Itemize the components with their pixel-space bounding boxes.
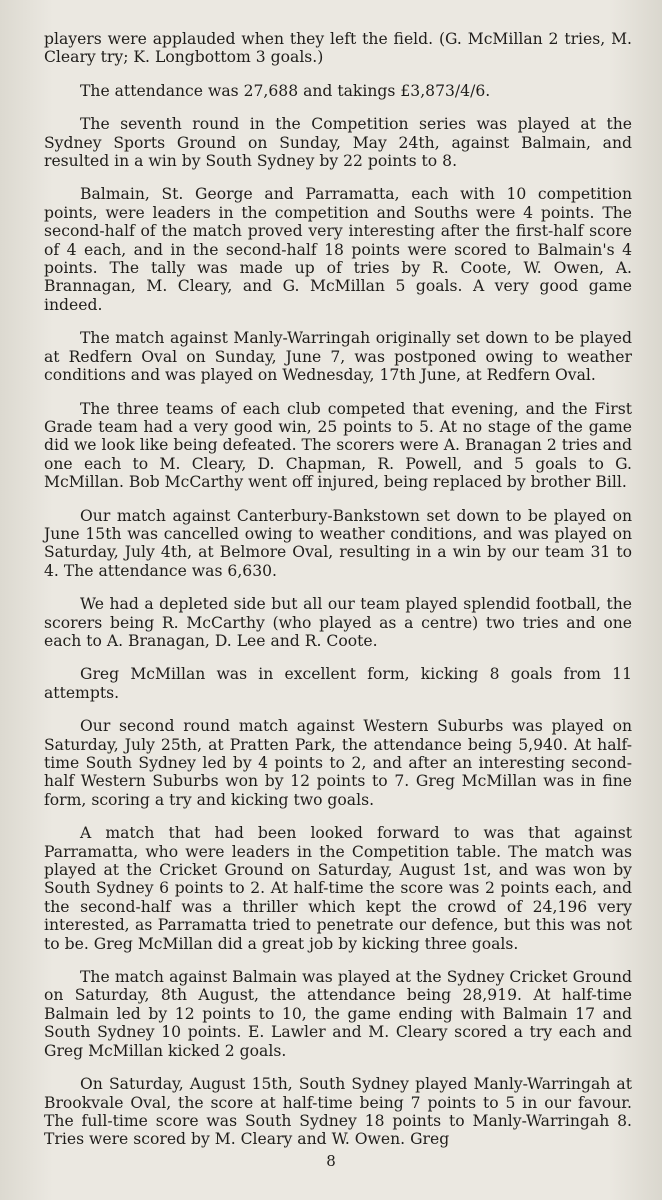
paragraph: On Saturday, August 15th, South Sydney played Manly-Warringah at Brookvale Oval, the score at half-time being 7 points to 5 in our favour. The full-time score was South Sydney 18 points to Manly-Warringah 8. Tries were scored by M. Cleary and W. Owen. Greg (44, 1075, 632, 1149)
paragraph: We had a depleted side but all our team played splendid football, the scorers being R. McCarthy (who played as a centre) two tries and one each to A. Branagan, D. Lee and R. Coote. (44, 595, 632, 650)
paragraph: Our second round match against Western Suburbs was played on Saturday, July 25th, at Pratten Park, the attendance being 5,940. At half-time South Sydney led by 4 points to 2, and after an interesting second-half Western Suburbs won by 12 points to 7. Greg McMillan was in fine form, scoring a try and kicking two goals. (44, 717, 632, 809)
paragraph: A match that had been looked forward to was that against Parramatta, who were leaders in the Competition table. The match was played at the Cricket Ground on Saturday, August 1st, and was won by South Sydney 6 points to 2. At half-time the score was 2 points each, and the second-half was a thriller which kept the crowd of 24,196 very interested, as Parramatta tried to penetrate our defence, but this was not to be. Greg McMillan did a great job by kicking three goals. (44, 824, 632, 953)
paragraph: The match against Manly-Warringah originally set down to be played at Redfern Oval on Sunday, June 7, was postponed owing to weather conditions and was played on Wednesday, 17th June, at Redfern Oval. (44, 329, 632, 385)
paragraph: Balmain, St. George and Parramatta, each with 10 competition points, were leaders in the competition and Souths were 4 points. The second-half of the match proved very interesting after the first-half score of 4 each, and in the second-half 18 points were scored to Balmain's 4 points. The tally was made up of tries by R. Coote, W. Owen, A. Brannagan, M. Cleary, and G. McMillan 5 goals. A very good game indeed. (44, 185, 632, 314)
paragraph: The three teams of each club competed that evening, and the First Grade team had a very good win, 25 points to 5. At no stage of the game did we look like being defeated. The scorers were A. Branagan 2 tries and one each to M. Cleary, D. Chapman, R. Powell, and 5 goals to G. McMillan. Bob McCarthy went off injured, being replaced by brother Bill. (44, 399, 632, 492)
paragraph: Our match against Canterbury-Bankstown set down to be played on June 15th was cancelled owing to weather conditions, and was played on Saturday, July 4th, at Belmore Oval, resulting in a win by our team 31 to 4. The attendance was 6,630. (44, 506, 632, 580)
body-text (44, 30, 632, 1164)
paragraph: The attendance was 27,688 and takings £3,873/4/6. (80, 81, 491, 100)
paragraph: The seventh round in the Competition series was played at the Sydney Sports Ground on Sunday, May 24th, against Balmain, and resulted in a win by South Sydney by 22 points to 8. (44, 115, 632, 171)
paragraph: Greg McMillan was in excellent form, kicking 8 goals from 11 attempts. (44, 665, 632, 702)
paragraph: players were applauded when they left the field. (G. McMillan 2 tries, M. Cleary try; K. Longbottom 3 goals.) (44, 30, 632, 67)
paragraph: The match against Balmain was played at the Sydney Cricket Ground on Saturday, 8th August, the attendance being 28,919. At half-time Balmain led by 12 points to 10, the game ending with Balmain 17 and South Sydney 10 points. E. Lawler and M. Cleary scored a try each and Greg McMillan kicked 2 goals. (44, 968, 632, 1060)
page-number: 8 (326, 1152, 336, 1170)
